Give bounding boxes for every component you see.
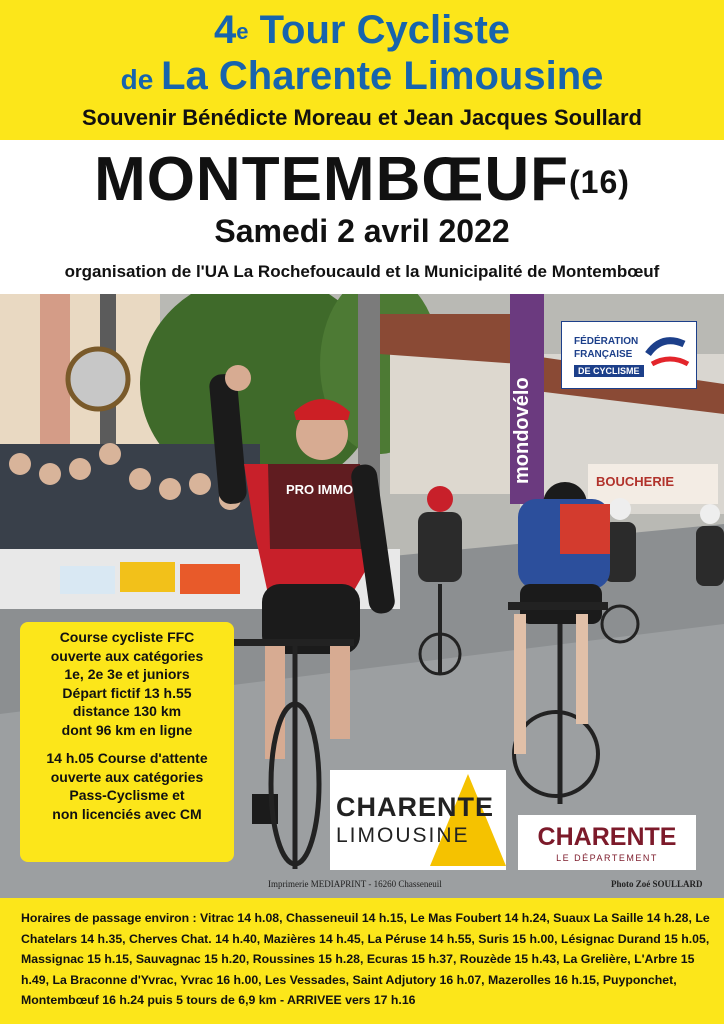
- charente-departement-logo: CHARENTE LE DÉPARTEMENT: [518, 815, 696, 870]
- printer-credit: Imprimerie MEDIAPRINT - 16260 Chasseneuil: [268, 879, 442, 889]
- jersey-sponsor: PRO IMMO: [286, 482, 354, 497]
- event-date: Samedi 2 avril 2022: [214, 213, 510, 249]
- charente-limousine-logo: CHARENTE LIMOUSINE: [330, 770, 506, 870]
- info-line: 14 h.05 Course d'attente: [46, 750, 208, 766]
- boucherie-sign: BOUCHERIE: [596, 474, 675, 489]
- info-line: non licenciés avec CM: [52, 805, 202, 822]
- ffc-logo: FÉDÉRATION FRANÇAISE DE CYCLISME: [561, 321, 697, 389]
- info-line: 1e, 2e 3e et juniors: [64, 666, 190, 682]
- organisation-text: organisation de l'UA La Rochefoucauld et la Municipalité de Montembœuf: [64, 262, 660, 281]
- info-line: ouverte aux catégories: [50, 647, 204, 664]
- info-line: Départ fictif 13 h.55: [62, 684, 192, 701]
- city-title: MONTEMBŒUF$^{(16)}$: [94, 145, 630, 214]
- mondovelo-banner: mondovélo: [511, 377, 533, 484]
- top-banner: [0, 0, 724, 140]
- schedule-text: Horaires de passage environ : Vitrac 14 h.08, Chasseneuil 14 h.15, Le Mas Foubert 14 h.24, Suaux La Saille 14 h.28, Le Chatelars 14 h.35, Cherves Chat. 14 h.40, Mazières 14 h.45, La Péruse 14 h.55, Suris 15 h.00, Lésignac Durand 15 h.05, Massignac 15 h.15, Sauvagnac 15 h.20, Roussines 15 h.28, Ecuras 15 h.37, Rouzède 15 h.43, La Grelière, L'Arbre 15 h.49, La Braconne d'Yvrac, Yvrac 16 h.00, Les Vessades, Saint Adjutory 16 h.07, Mazerolles 16 h.15, Puyponchet, Montembœuf 16 h.24 puis 5 tours de 6,9 km - ARRIVEE vers 17 h.16: [21, 911, 710, 1007]
- ffc-swoosh-icon: [644, 330, 692, 380]
- info-line: distance 130 km: [72, 703, 182, 719]
- info-line: dont 96 km en ligne: [61, 721, 193, 738]
- photo-credit: Photo Zoé SOULLARD: [611, 879, 703, 889]
- schedule-banner: [0, 898, 724, 1024]
- race-title-line1: 4e Tour Cycliste: [213, 8, 511, 52]
- info-line: Course cycliste FFC: [59, 629, 195, 645]
- race-info-box: [20, 622, 234, 862]
- race-title-line2: de La Charente Limousine: [120, 54, 604, 98]
- info-line: Pass-Cyclisme et: [69, 787, 185, 803]
- race-subtitle: Souvenir Bénédicte Moreau et Jean Jacques Soullard: [82, 105, 642, 130]
- info-line: ouverte aux catégories: [50, 768, 204, 785]
